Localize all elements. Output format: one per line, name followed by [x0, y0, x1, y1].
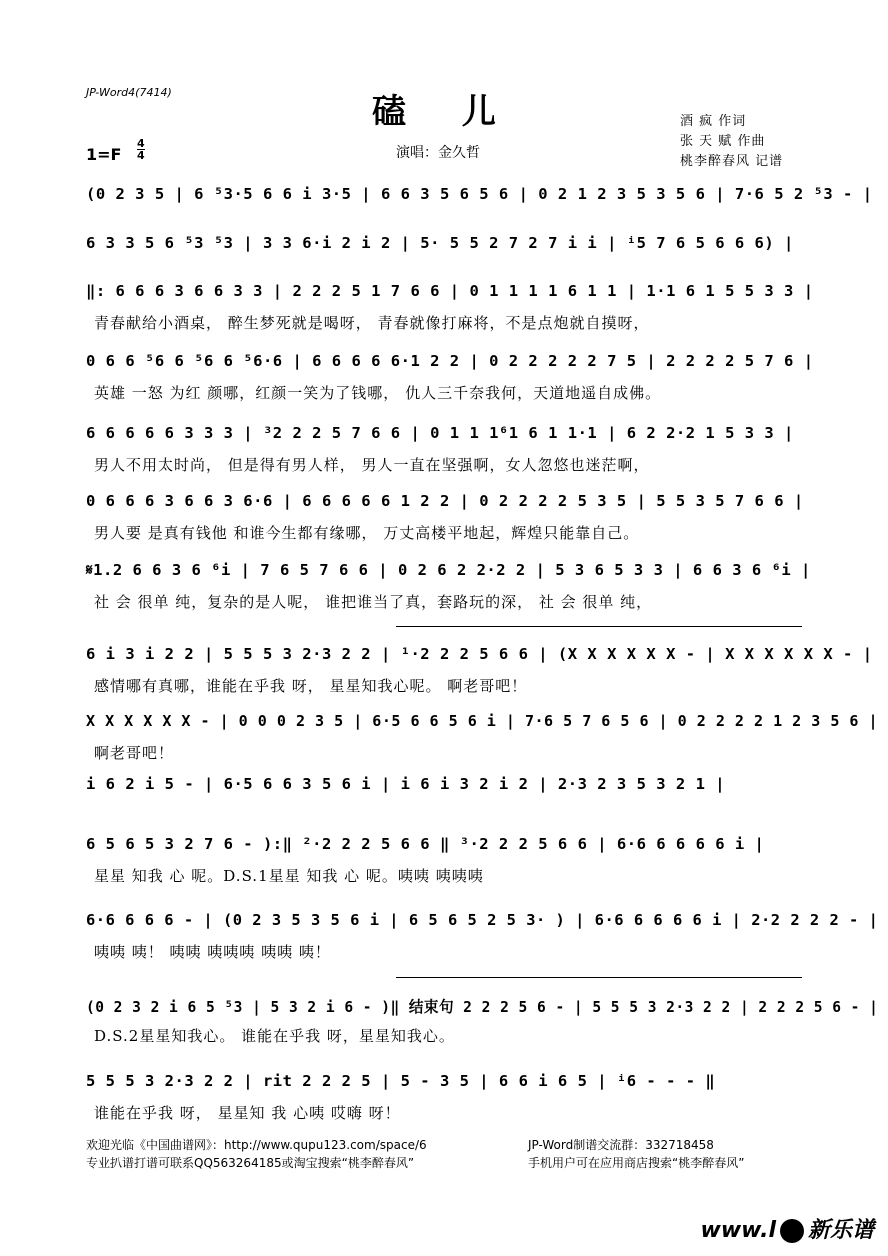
time-bottom: 4 [137, 149, 145, 162]
notation-line: (0 2 3 2 i 6 5 ⁵3 | 5 3 2 i 6 - )‖ 结束句 2 2 2 5 6 - | 5 5 5 3 2·3 2 2 | 2 2 2 5 6 - | [86, 998, 879, 1016]
time-top: 4 [137, 137, 145, 150]
footer-right-1: JP-Word制谱交流群：332718458 [528, 1138, 714, 1152]
watermark [701, 1213, 874, 1244]
lyric-line: 感情哪有真哪，谁能在乎我 呀， 星星知我心呢。 啊老哥吧！ [94, 677, 528, 695]
volta-line [396, 626, 802, 627]
music-logo-icon [780, 1219, 804, 1243]
key-signature: 1=F [86, 145, 122, 164]
notation-line: 𝄋1.2 6 6 3 6 ⁶i | 7 6 5 7 6 6 | 0 2 6 2 2·2 2 | 5 3 6 5 3 3 | 6 6 3 6 ⁶i | [86, 561, 811, 579]
lyric-line: 咦咦 咦！ 咦咦 咦咦咦 咦咦 咦！ [94, 943, 331, 961]
time-signature [137, 138, 145, 161]
singer: 演唱：金久哲 [396, 145, 480, 161]
notation-line: 6·6 6 6 6 - | (0 2 3 5 3 5 6 i | 6 5 6 5 2 5 3· ) | 6·6 6 6 6 6 i | 2·2 2 2 2 - | [86, 911, 879, 929]
footer-left-1: 欢迎光临《中国曲谱网》：http://www.qupu123.com/space/6 [86, 1138, 427, 1152]
notation-line: 6 3 3 5 6 ⁵3 ⁵3 | 3 3 6·i 2 i 2 | 5· 5 5 2 7 2 7 i i | ⁱ5 7 6 5 6 6 6) | [86, 234, 794, 252]
watermark-brand: 新乐谱 [807, 1218, 874, 1243]
lyric-line: 英雄 一怒 为红 颜哪，红颜一笑为了钱哪， 仇人三千奈我何，天道地遥自成佛。 [94, 384, 662, 402]
notation-line: 6 5 6 5 3 2 7 6 - ):‖ ²·2 2 2 5 6 6 ‖ ³·2 2 2 5 6 6 | 6·6 6 6 6 6 i | [86, 835, 765, 853]
notation-line: (0 2 3 5 | 6 ⁵3·5 6 6 i 3·5 | 6 6 3 5 6 5 6 | 0 2 1 2 3 5 3 5 6 | 7·6 5 2 ⁵3 - | [86, 185, 873, 203]
notation-line: 0 6 6 ⁵6 6 ⁵6 6 ⁵6·6 | 6 6 6 6 6·1 2 2 | 0 2 2 2 2 2 7 5 | 2 2 2 2 5 7 6 | [86, 352, 814, 370]
footer-left-2: 专业扒谱打谱可联系QQ563264185或淘宝搜索“桃李醉春风” [86, 1156, 415, 1170]
lyric-line: 谁能在乎我 呀， 星星知 我 心咦 哎嗨 呀！ [94, 1104, 401, 1122]
lyric-line: 青春献给小酒桌， 醉生梦死就是喝呀， 青春就像打麻将，不是点炮就自摸呀， [94, 314, 650, 332]
notation-line: 0 6 6 6 3 6 6 3 6·6 | 6 6 6 6 6 1 2 2 | 0 2 2 2 2 5 3 5 | 5 5 3 5 7 6 6 | [86, 492, 804, 510]
footer-right-2: 手机用户可在应用商店搜索“桃李醉春风” [528, 1156, 745, 1170]
volta-line [396, 977, 802, 978]
notation-line: 6 i 3 i 2 2 | 5 5 5 3 2·3 2 2 | ¹·2 2 2 5 6 6 | (X X X X X X - | X X X X X X - | [86, 645, 873, 663]
lyric-line: D.S.2星星知我心。 谁能在乎我 呀，星星知我心。 [94, 1027, 455, 1045]
notation-line: i 6 2 i 5 - | 6·5 6 6 3 5 6 i | i 6 i 3 2 i 2 | 2·3 2 3 5 3 2 1 | [86, 775, 726, 793]
source-label: JP-Word4(7414) [86, 86, 172, 99]
composer: 张 天 赋 作曲 [680, 134, 766, 149]
notation-line: X X X X X X - | 0 0 0 2 3 5 | 6·5 6 6 5 6 i | 7·6 5 7 6 5 6 | 0 2 2 2 2 1 2 3 5 6 | [86, 712, 879, 730]
notation-line: 5 5 5 3 2·3 2 2 | rit 2 2 2 5 | 5 - 3 5 | 6 6 i 6 5 | ⁱ6 - - - ‖ [86, 1072, 716, 1090]
page-title: 磕 儿 [372, 92, 518, 132]
lyric-line: 星星 知我 心 呢。D.S.1星星 知我 心 呢。咦咦 咦咦咦 [94, 867, 484, 885]
lyric-line: 男人不用太时尚， 但是得有男人样， 男人一直在坚强啊，女人忽悠也迷茫啊， [94, 456, 650, 474]
watermark-url: www.l [700, 1218, 776, 1243]
notation-line: 6 6 6 6 6 3 3 3 | ³2 2 2 5 7 6 6 | 0 1 1 1⁶1 6 1 1·1 | 6 2 2·2 1 5 3 3 | [86, 424, 794, 442]
lyric-line: 男人要 是真有钱他 和谁今生都有缘哪， 万丈高楼平地起，辉煌只能靠自己。 [94, 524, 640, 542]
lyric-line: 社 会 很单 纯，复杂的是人呢， 谁把谁当了真，套路玩的深， 社 会 很单 纯， [94, 593, 653, 611]
notation-line: ‖: 6 6 6 3 6 6 3 3 | 2 2 2 5 1 7 6 6 | 0 1 1 1 1 6 1 1 | 1·1 6 1 5 5 3 3 | [86, 282, 814, 300]
lyric-line: 啊老哥吧！ [94, 744, 175, 762]
transcriber: 桃李醉春风 记谱 [680, 154, 784, 169]
lyricist: 酒 疯 作词 [680, 114, 747, 129]
